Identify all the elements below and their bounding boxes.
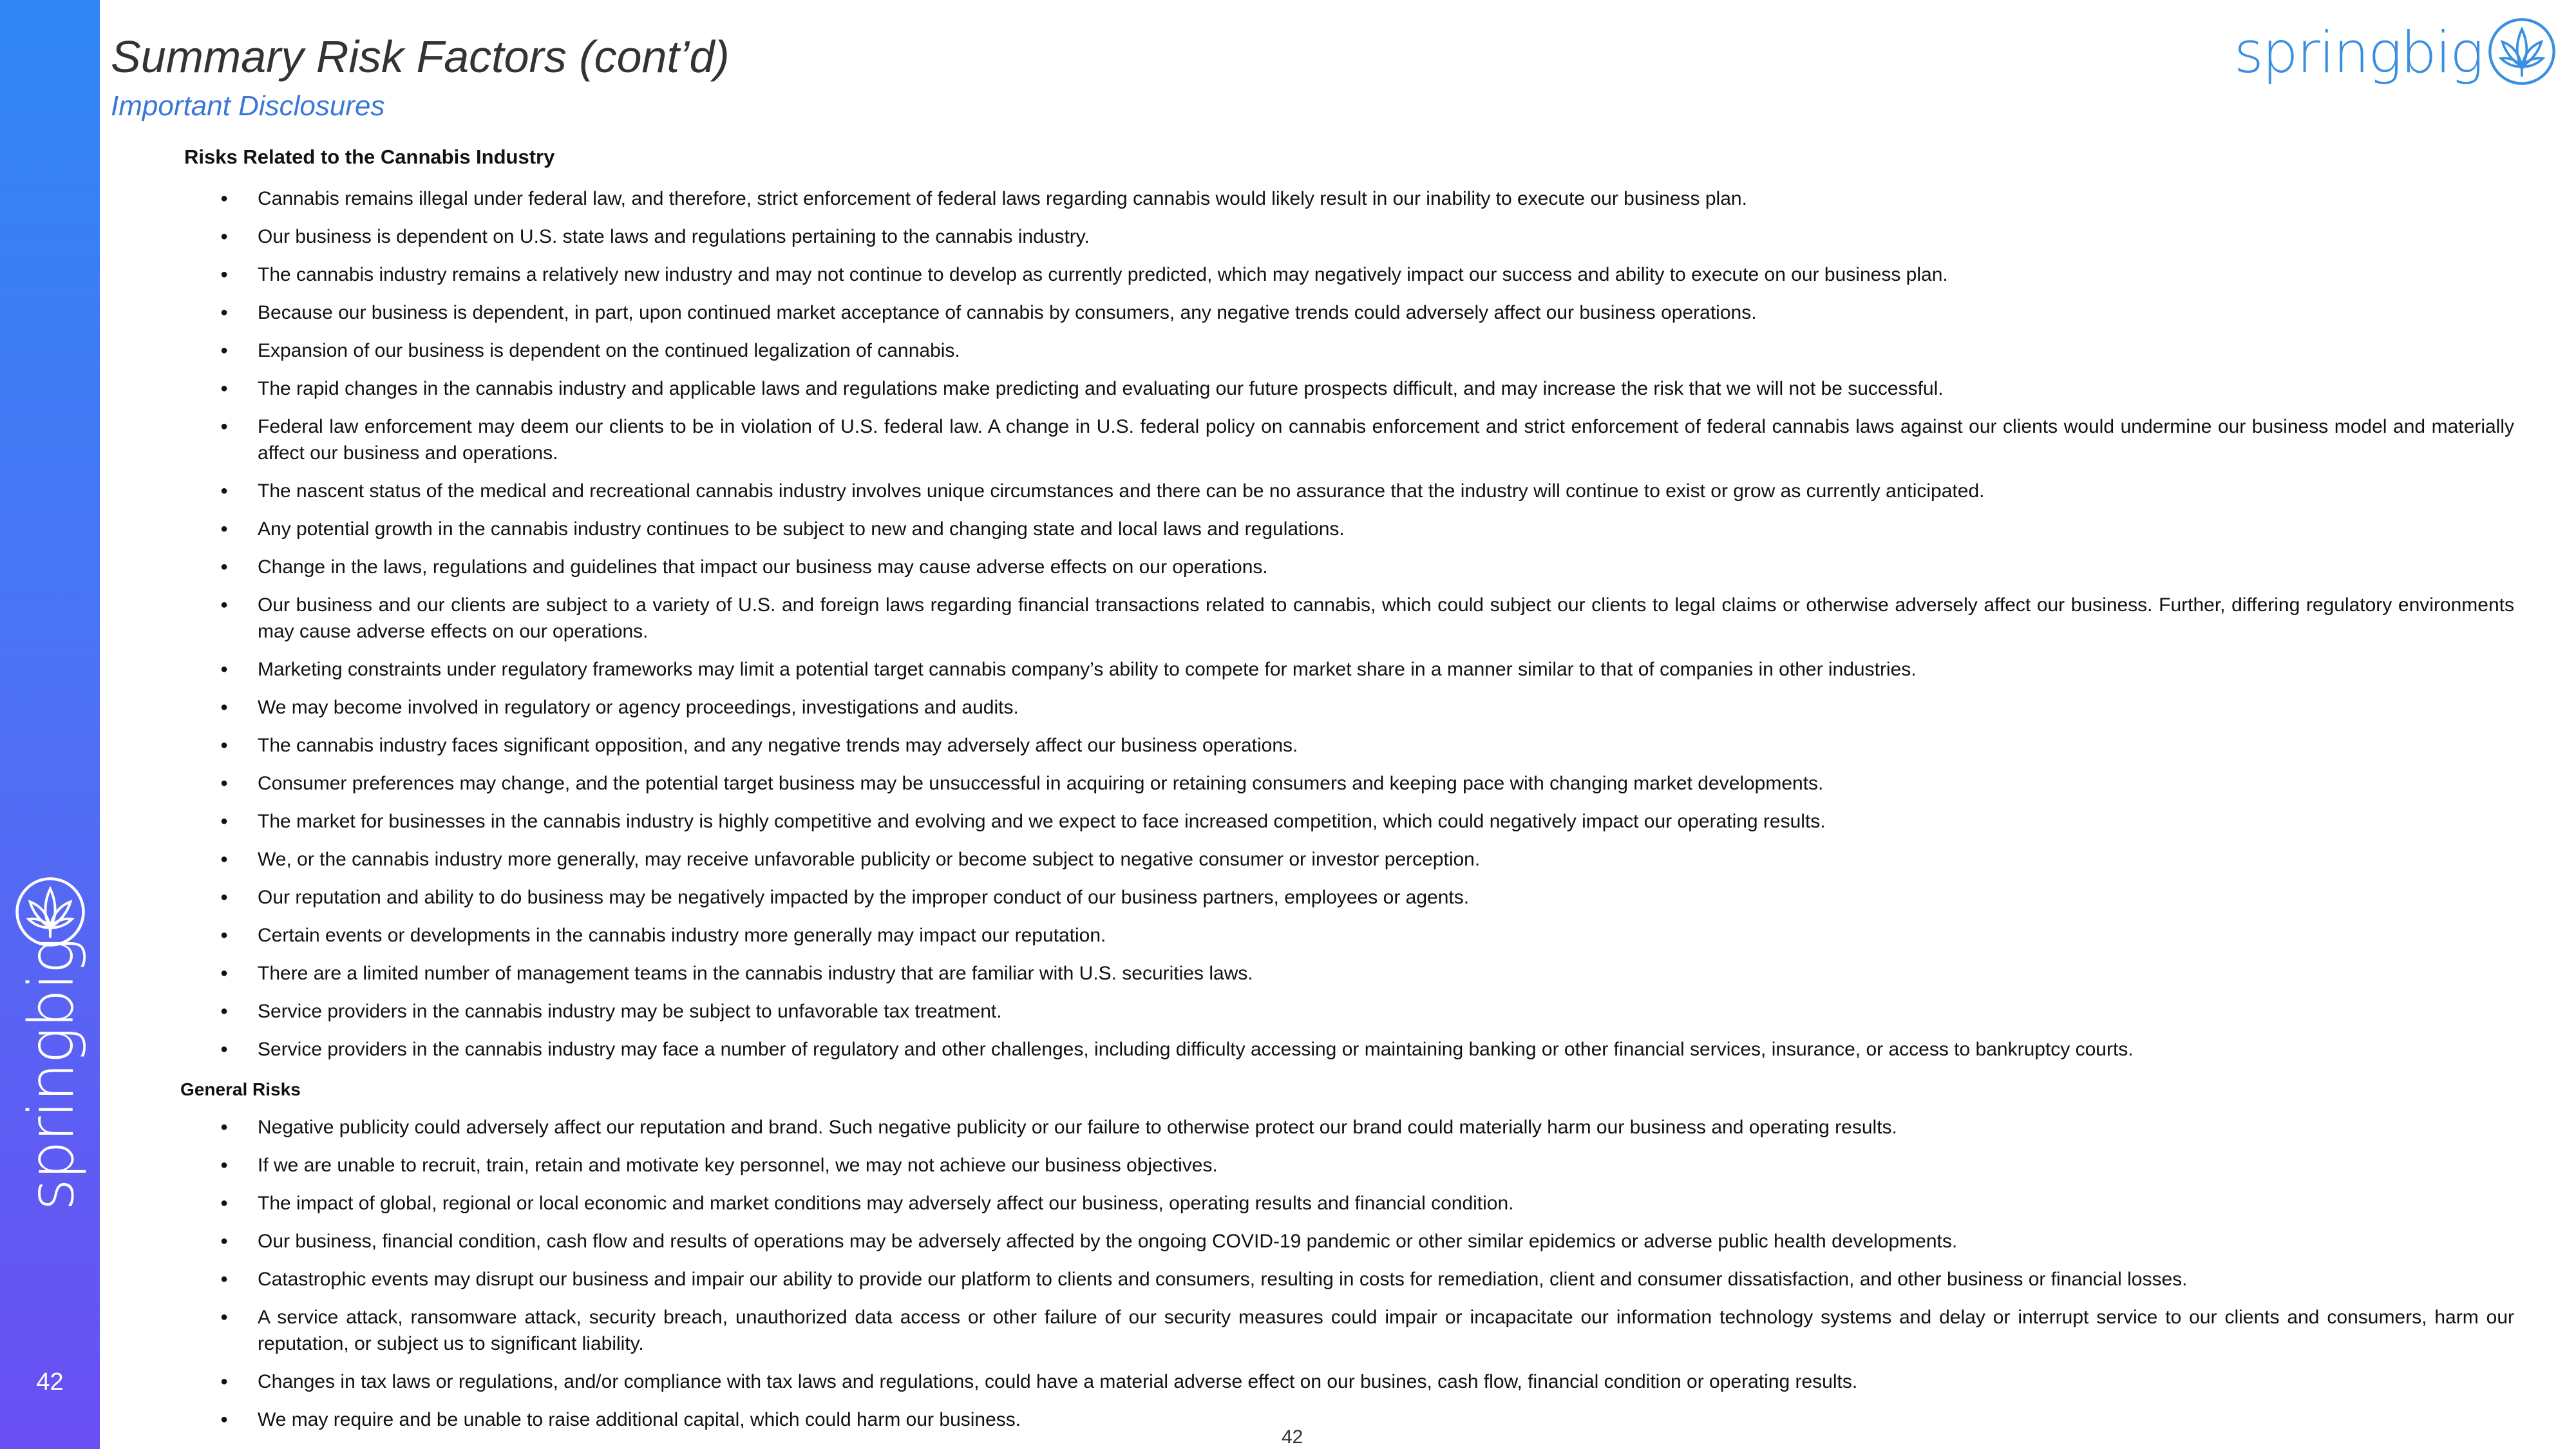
list-item: ● We may require and be unable to raise additional capital, which could harm our business. xyxy=(183,1406,2514,1433)
footer-page-number: 42 xyxy=(1282,1426,1303,1448)
brand-logo xyxy=(2233,14,2557,91)
risk-list-cannabis xyxy=(183,185,2514,1063)
list-item: ● Federal law enforcement may deem our clients to be in violation of U.S. federal law. A change in U.S. federal policy on cannabis enforcement and strict enforcement of federal cannabis laws against our clients would undermine our business model and materially affect our business and operations. xyxy=(183,413,2514,466)
page-title: Summary Risk Factors (cont’d) xyxy=(111,32,730,82)
list-item: ● The market for businesses in the cannabis industry is highly competitive and evolving and we expect to face increased competition, which could negatively impact our operating results. xyxy=(183,808,2514,835)
list-item: ● Cannabis remains illegal under federal law, and therefore, strict enforcement of federal laws regarding cannabis would likely result in our inability to execute our business plan. xyxy=(183,185,2514,212)
sidebar-brand-wordmark: springbig xyxy=(15,938,88,1211)
list-item: ● The nascent status of the medical and recreational cannabis industry involves unique circumstances and there can be no assurance that the industry will continue to exist or grow as currently anticipated. xyxy=(183,478,2514,504)
risk-factors-content xyxy=(180,146,2514,1444)
risk-list-general xyxy=(183,1114,2514,1433)
list-item: ● Changes in tax laws or regulations, and/or compliance with tax laws and regulations, could have a material adverse effect on our busines, cash flow, financial condition or operating results. xyxy=(183,1368,2514,1395)
list-item: ● Consumer preferences may change, and the potential target business may be unsuccessful in acquiring or retaining consumers and keeping pace with changing market developments. xyxy=(183,770,2514,797)
list-item: ● We may become involved in regulatory or agency proceedings, investigations and audits. xyxy=(183,694,2514,721)
list-item: ● We, or the cannabis industry more generally, may receive unfavorable publicity or become subject to negative consumer or investor perception. xyxy=(183,846,2514,873)
list-item: ● Certain events or developments in the cannabis industry more generally may impact our reputation. xyxy=(183,922,2514,949)
list-item: ● The cannabis industry faces significant opposition, and any negative trends may adversely affect our business operations. xyxy=(183,732,2514,759)
list-item: ● Negative publicity could adversely affect our reputation and brand. Such negative publicity or our failure to otherwise protect our brand could materially harm our business and operating results. xyxy=(183,1114,2514,1141)
cannabis-leaf-icon xyxy=(2487,17,2557,86)
section-heading-general: General Risks xyxy=(180,1079,301,1099)
brand-wordmark: springbig xyxy=(2233,19,2483,86)
sidebar xyxy=(0,0,100,1449)
list-item: ● There are a limited number of management teams in the cannabis industry that are familiar with U.S. securities laws. xyxy=(183,960,2514,987)
list-item: ● Our business, financial condition, cash flow and results of operations may be adversely affected by the ongoing COVID-19 pandemic or other similar epidemics or adverse public health developments. xyxy=(183,1228,2514,1255)
list-item: ● The impact of global, regional or local economic and market conditions may adversely affect our business, operating results and financial condition. xyxy=(183,1190,2514,1217)
list-item: ● Our reputation and ability to do business may be negatively impacted by the improper conduct of our business partners, employees or agents. xyxy=(183,884,2514,911)
list-item: ● Service providers in the cannabis industry may face a number of regulatory and other challenges, including difficulty accessing or maintaining banking or other financial services, insurance, or access to bankruptcy courts. xyxy=(183,1036,2514,1063)
list-item: ● Our business and our clients are subject to a variety of U.S. and foreign laws regarding financial transactions related to cannabis, which could subject our clients to legal claims or otherwise adversely affect our business. Further, differing regulatory environments may cause adverse effects on our operations. xyxy=(183,592,2514,645)
list-item: ● Expansion of our business is dependent on the continued legalization of cannabis. xyxy=(183,337,2514,364)
page-subtitle: Important Disclosures xyxy=(111,90,385,122)
list-item: ● Change in the laws, regulations and guidelines that impact our business may cause adverse effects on our operations. xyxy=(183,554,2514,580)
section-heading-cannabis: Risks Related to the Cannabis Industry xyxy=(184,146,555,168)
list-item: ● The cannabis industry remains a relatively new industry and may not continue to develop as currently predicted, which may negatively impact our success and ability to execute on our business plan. xyxy=(183,261,2514,288)
list-item: ● Any potential growth in the cannabis industry continues to be subject to new and changing state and local laws and regulations. xyxy=(183,516,2514,542)
list-item: ● The rapid changes in the cannabis industry and applicable laws and regulations make predicting and evaluating our future prospects difficult, and may increase the risk that we will not be successful. xyxy=(183,375,2514,402)
cannabis-leaf-icon xyxy=(14,876,86,948)
list-item: ● Marketing constraints under regulatory frameworks may limit a potential target cannabis company’s ability to compete for market share in a manner similar to that of companies in other industries. xyxy=(183,656,2514,683)
list-item: ● Service providers in the cannabis industry may be subject to unfavorable tax treatment. xyxy=(183,998,2514,1025)
list-item: ● Because our business is dependent, in part, upon continued market acceptance of cannabis by consumers, any negative trends could adversely affect our business operations. xyxy=(183,299,2514,326)
list-item: ● Our business is dependent on U.S. state laws and regulations pertaining to the cannabis industry. xyxy=(183,223,2514,250)
sidebar-page-number: 42 xyxy=(36,1368,64,1396)
sidebar-logo xyxy=(0,876,100,1211)
list-item: ● If we are unable to recruit, train, retain and motivate key personnel, we may not achieve our business objectives. xyxy=(183,1152,2514,1179)
list-item: ● A service attack, ransomware attack, security breach, unauthorized data access or other failure of our security measures could impair or incapacitate our information technology systems and delay or interrupt service to our clients and consumers, harm our reputation, or subject us to significant liability. xyxy=(183,1304,2514,1357)
list-item: ● Catastrophic events may disrupt our business and impair our ability to provide our platform to clients and consumers, resulting in costs for remediation, client and consumer dissatisfaction, and other business or financial losses. xyxy=(183,1266,2514,1293)
